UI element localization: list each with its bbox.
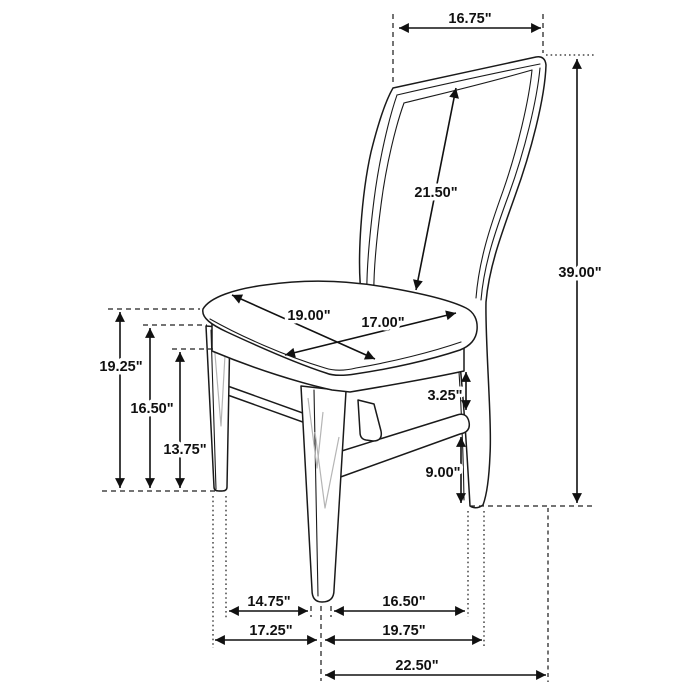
dim-overall-depth [325,658,546,675]
dim-label-floor-to-apron-top: 16.50" [130,401,174,417]
dim-label-front-to-back-leg-inner-span: 14.75" [247,594,291,610]
dim-label-seat-back-length: 21.50" [414,185,458,201]
dim-label-side-leg-inner-span: 16.50" [382,594,426,610]
dim-label-floor-to-apron-bottom: 13.75" [163,442,207,458]
dim-label-front-leg-to-back-leg-depth: 19.75" [382,623,426,639]
dim-label-back-top-width: 16.75" [448,11,492,27]
dim-label-apron-to-stretcher: 3.25" [427,388,463,404]
dim-label-front-leg-to-front-edge-depth: 17.25" [249,623,293,639]
dim-label-floor-to-seat-top: 19.25" [99,359,143,375]
dim-label-overall-depth: 22.50" [395,658,439,674]
dim-label-stretcher-to-floor: 9.00" [425,465,461,481]
dim-extension-lines-bottom [213,496,548,682]
dim-label-seat-width: 19.00" [287,308,331,324]
dim-stretcher-to-floor [425,437,461,503]
dim-floor-to-apron-bottom [163,349,215,488]
dim-floor-to-seat-top [99,309,222,491]
chair-corner-block [358,400,381,441]
dim-front-leg-to-back-leg-depth [325,623,482,640]
dim-label-seat-depth: 17.00" [361,315,405,331]
dim-side-leg-inner-span [334,594,465,611]
dim-front-to-back-leg-inner-span [229,594,308,611]
dim-label-overall-height: 39.00" [558,265,602,281]
dim-front-leg-to-front-edge-depth [215,623,317,640]
dim-floor-to-apron-top [130,325,207,488]
